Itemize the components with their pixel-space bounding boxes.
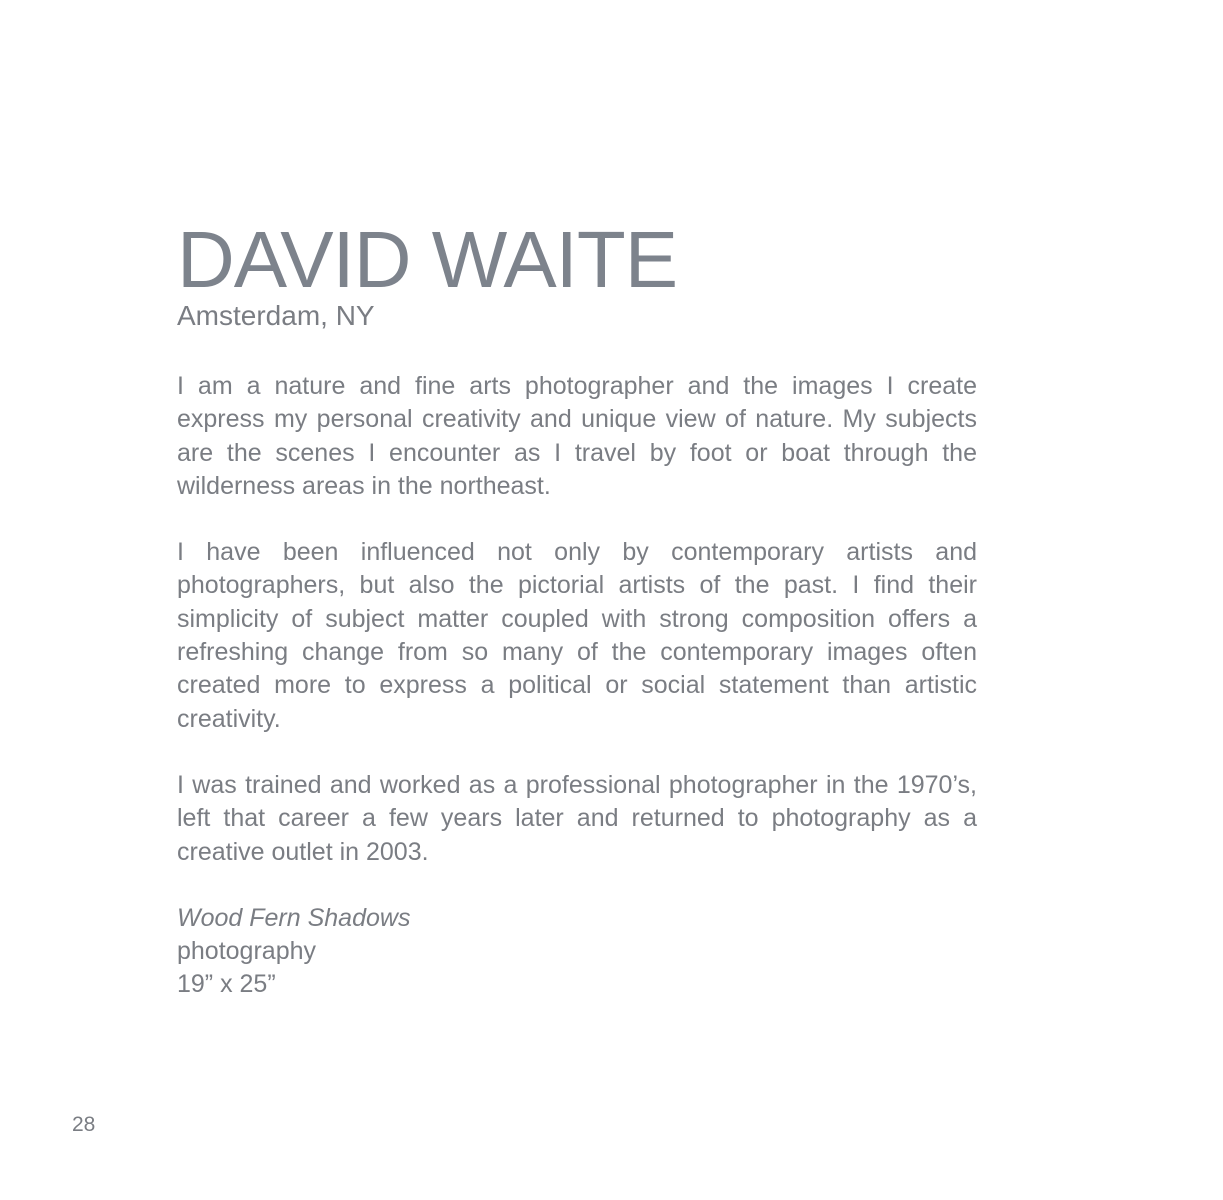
statement-paragraph: I have been influenced not only by contemporary artists and photographers, but also the pictorial artists of the past. I find their simplicity of subject matter coupled with strong composition offers a refreshing change from so many of the contemporary images often created more to express a political or social statement than artistic creativity.: [177, 538, 977, 733]
artist-location: Amsterdam, NY: [177, 300, 375, 331]
artwork-medium: photography: [177, 937, 317, 966]
page-number: 28: [72, 1113, 96, 1136]
statement-paragraph: I am a nature and fine arts photographer and the images I create express my personal creativity and unique view of nature. My subjects are the scenes I encounter as I travel by foot or boat through the wilderness areas in the northeast.: [177, 372, 977, 500]
artwork-title: Wood Fern Shadows: [177, 903, 411, 932]
artwork-details: [177, 902, 977, 1002]
artist-name: DAVID WAITE: [177, 215, 678, 304]
statement-paragraph: I was trained and worked as a professional photographer in the 1970’s, left that career a few years later and returned to photography as a creative outlet in 2003.: [177, 770, 977, 866]
artwork-dimensions: 19” x 25”: [177, 970, 276, 999]
artist-entry: [177, 215, 977, 1002]
